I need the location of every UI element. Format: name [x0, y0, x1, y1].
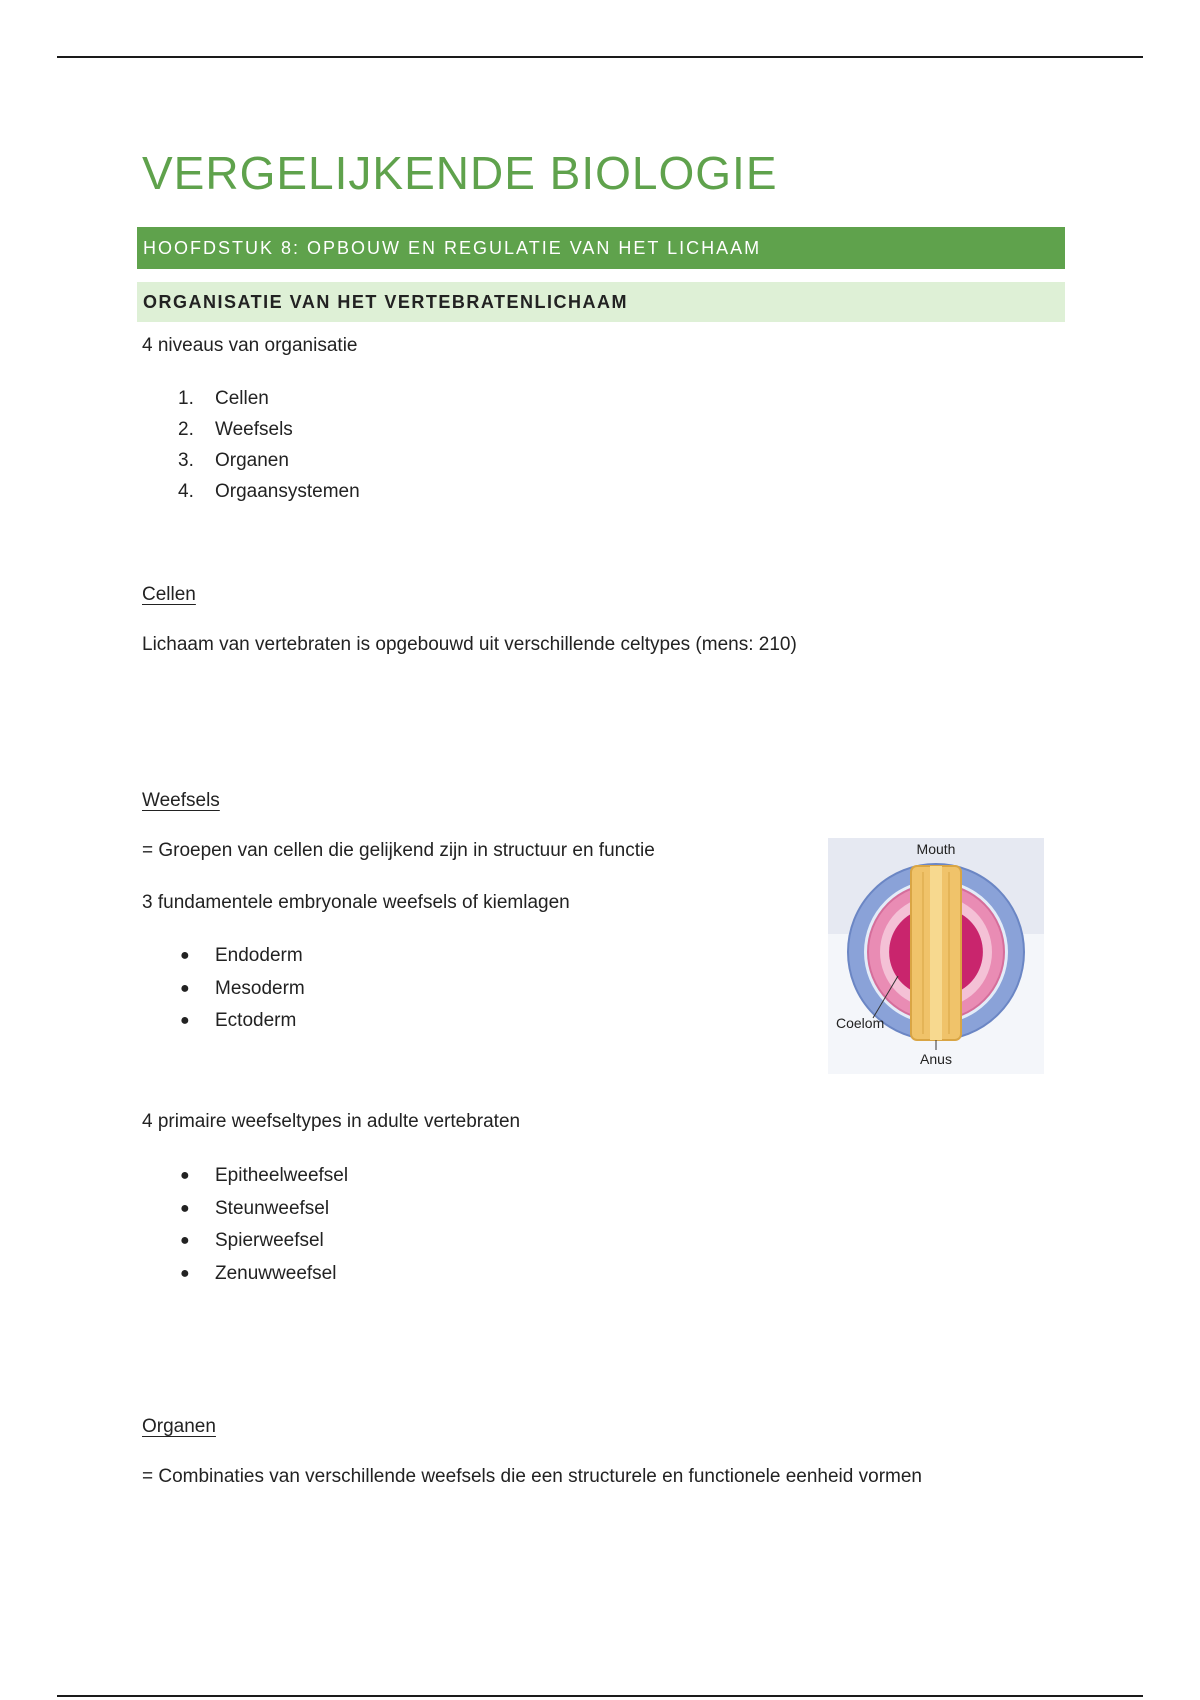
cellen-text: Lichaam van vertebraten is opgebouwd uit verschillende celtypes (mens: 210)	[142, 634, 797, 655]
list-item-label: Epitheelweefsel	[215, 1165, 349, 1186]
weefsels-definition: = Groepen van cellen die gelijkend zijn in structuur en functie	[142, 840, 655, 861]
list-item	[178, 445, 360, 476]
list-item-label: Weefsels	[215, 419, 293, 440]
header-rule	[57, 56, 1143, 58]
list-number: 4.	[178, 481, 194, 502]
bullet-icon: ●	[180, 1199, 190, 1217]
bullet-icon: ●	[180, 1012, 190, 1029]
list-item-label: Cellen	[215, 388, 269, 409]
list-item	[178, 1160, 348, 1193]
adult-tissue-types-list	[178, 1160, 348, 1290]
organen-heading: Organen	[142, 1416, 216, 1437]
list-item	[178, 1258, 348, 1291]
coelom-label: Coelom	[836, 1015, 885, 1031]
germ-layers-figure	[828, 838, 1044, 1074]
list-item-label: Zenuwweefsel	[215, 1262, 337, 1284]
list-number: 2.	[178, 419, 194, 440]
organisation-levels-list	[178, 383, 360, 507]
mouth-label: Mouth	[916, 841, 956, 857]
list-number: 1.	[178, 388, 194, 409]
list-item	[178, 1005, 305, 1038]
list-item	[178, 940, 305, 973]
bullet-icon: ●	[180, 947, 190, 964]
embryo-cross-section-illustration	[828, 838, 1044, 1074]
organen-definition: = Combinaties van verschillende weefsels die een structurele en functionele eenheid vormen	[142, 1466, 922, 1487]
list-item-label: Mesoderm	[215, 977, 305, 999]
list-item-label: Ectoderm	[215, 1010, 297, 1031]
embryonic-layers-intro: 3 fundamentele embryonale weefsels of kiemlagen	[142, 892, 570, 913]
list-number: 3.	[178, 450, 194, 471]
list-item-label: Organen	[215, 450, 289, 471]
list-item-label: Orgaansystemen	[215, 481, 360, 502]
list-item-label: Spierweefsel	[215, 1230, 324, 1251]
bullet-icon: ●	[180, 1232, 190, 1249]
document-title: VERGELIJKENDE BIOLOGIE	[142, 147, 778, 199]
weefsels-heading: Weefsels	[142, 790, 220, 811]
section-heading: ORGANISATIE VAN HET VERTEBRATENLICHAAM	[137, 282, 1065, 322]
list-item	[178, 414, 360, 445]
bullet-icon: ●	[180, 979, 190, 997]
embryonic-layers-list	[178, 940, 305, 1038]
list-item	[178, 1225, 348, 1258]
list-item	[178, 383, 360, 414]
organisation-levels-intro: 4 niveaus van organisatie	[142, 335, 358, 356]
footer-rule	[57, 1695, 1143, 1697]
chapter-heading: HOOFDSTUK 8: OPBOUW EN REGULATIE VAN HET LICHAAM	[137, 227, 1065, 269]
list-item	[178, 973, 305, 1006]
list-item-label: Steunweefsel	[215, 1197, 330, 1219]
bullet-icon: ●	[180, 1264, 190, 1282]
bullet-icon: ●	[180, 1167, 190, 1184]
list-item-label: Endoderm	[215, 945, 303, 966]
list-item	[178, 1193, 348, 1226]
adult-tissue-types-intro: 4 primaire weefseltypes in adulte vertebraten	[142, 1111, 521, 1132]
anus-label: Anus	[920, 1051, 952, 1067]
cellen-heading: Cellen	[142, 584, 196, 605]
list-item	[178, 476, 360, 507]
